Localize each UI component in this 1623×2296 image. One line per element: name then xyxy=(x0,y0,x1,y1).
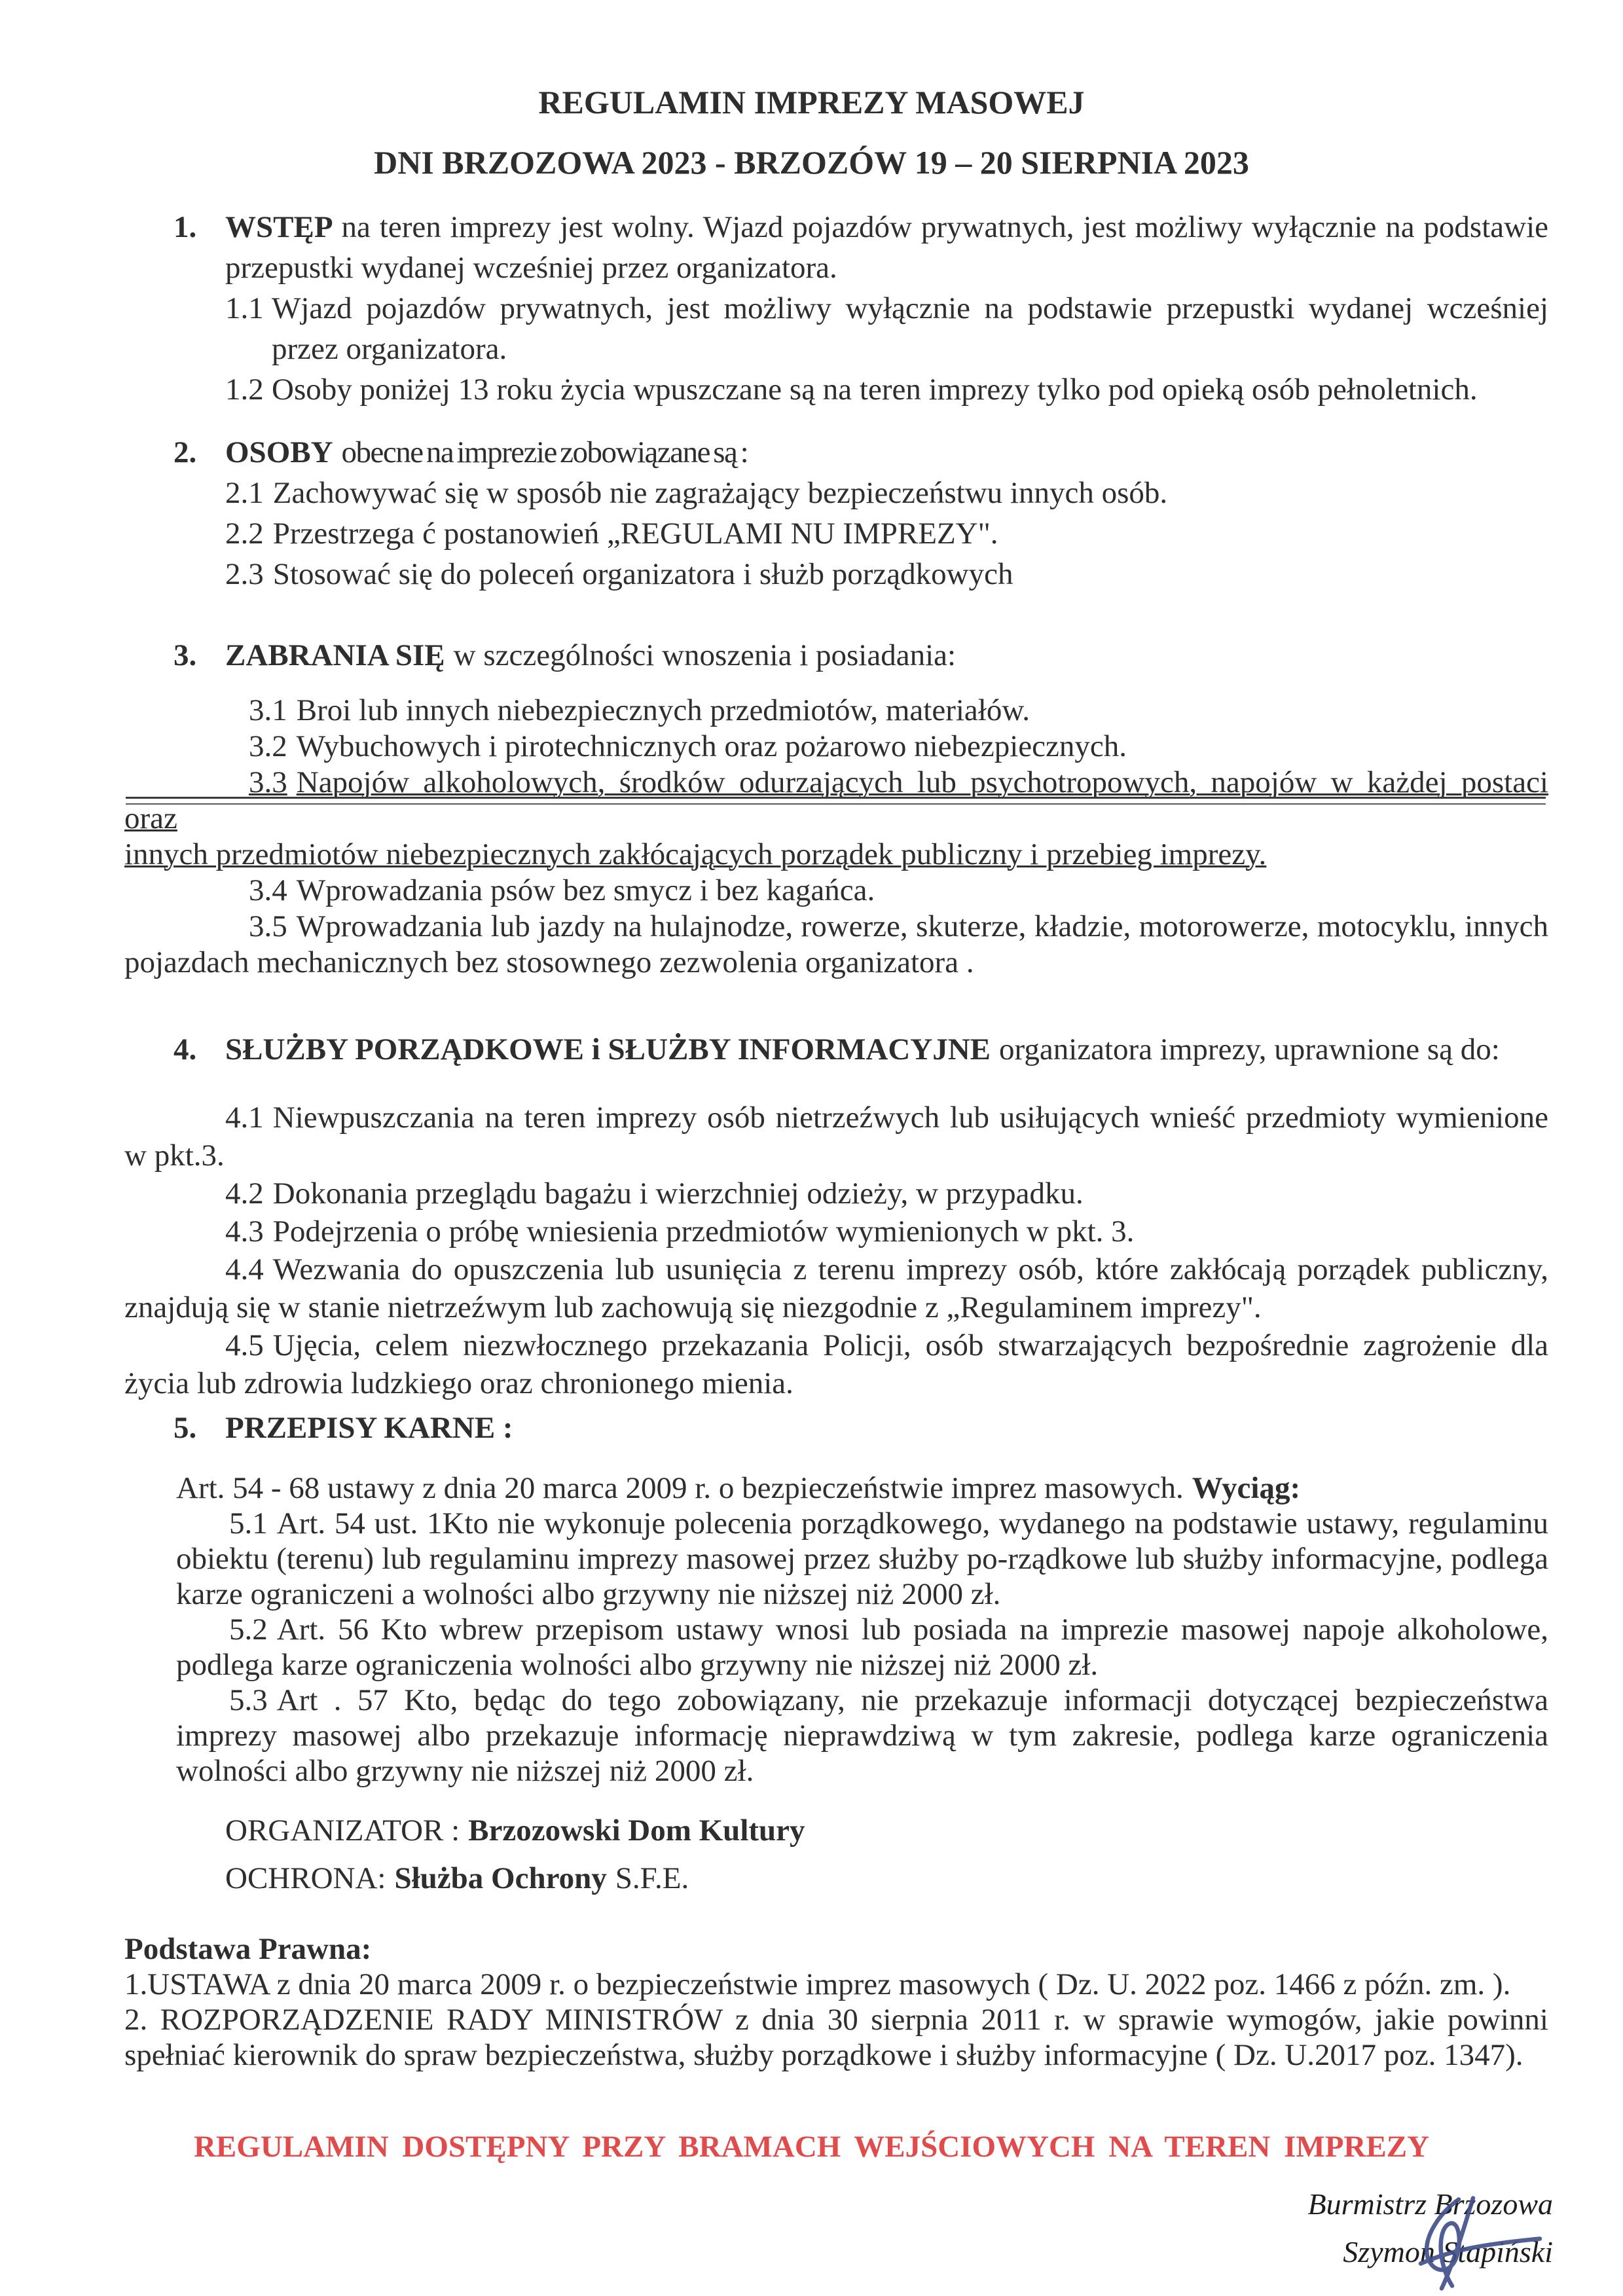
section-3-number: 3. xyxy=(173,638,197,672)
section-3-title: ZABRANIA SIĘ xyxy=(225,638,445,672)
section-3-list xyxy=(124,693,1548,981)
item-2-1-text: Zachowywać się w sposób nie zagrażający bezpieczeństwu innych osób. xyxy=(272,476,1168,510)
item-5-2-number: 5.2 xyxy=(229,1613,268,1647)
item-5-3-text: Art . 57 Kto, będąc do tego zobowiązany, nie przekazuje informacji dotyczącej bezpieczeństwa imprezy masowej albo przekazuje informację nieprawdziwą w tym zakresie, podlega karze ograniczenia wolności albo grzywny nie niższej niż 2000 zł. xyxy=(176,1683,1548,1788)
item-5-3 xyxy=(176,1683,1548,1789)
item-3-3-number: 3.3 xyxy=(249,765,287,799)
section-2 xyxy=(124,432,1548,594)
item-2-2-number: 2.2 xyxy=(225,517,264,551)
item-3-1 xyxy=(124,693,1548,729)
section-2-title: OSOBY xyxy=(225,435,333,469)
doc-subtitle: DNI BRZOZOWA 2023 - BRZOZÓW 19 – 20 SIERPNIA 2023 xyxy=(374,144,1249,181)
signature-name: Szymon Stapiński xyxy=(1343,2235,1553,2269)
item-4-4-text: Wezwania do opuszczenia lub usunięcia z terenu imprezy osób, które zakłócają porządek publiczny, znajdują się w stanie nietrzeźwym lub zachowują się niezgodnie z „Regulaminem imprezy". xyxy=(124,1252,1548,1324)
section-4-intro: organizatora imprezy, uprawnione są do: xyxy=(999,1032,1500,1066)
item-4-2-number: 4.2 xyxy=(225,1176,264,1211)
signature-scribble-icon xyxy=(1375,2195,1545,2291)
section-5-number: 5. xyxy=(173,1411,197,1445)
section-1-number: 1. xyxy=(173,210,197,244)
item-3-5-text: Wprowadzania lub jazdy na hulajnodze, rowerze, skuterze, kładzie, motorowerze, motocyklu, innych pojazdach mechanicznych bez stosownego zezwolenia organizatora . xyxy=(124,909,1548,979)
item-4-5 xyxy=(124,1326,1548,1402)
item-3-2 xyxy=(124,729,1548,765)
item-3-1-text: Broi lub innych niebezpiecznych przedmiotów, materiałów. xyxy=(296,693,1030,727)
item-3-2-number: 3.2 xyxy=(249,729,287,763)
item-5-3-number: 5.3 xyxy=(229,1683,268,1717)
item-4-2 xyxy=(124,1175,1548,1212)
item-3-4-text: Wprowadzania psów bez smycz i bez kagańca. xyxy=(296,873,875,907)
item-3-3-line1 xyxy=(124,765,1548,837)
item-1-1-text: Wjazd pojazdów prywatnych, jest możliwy wyłącznie na podstawie przepustki wydanej wcześniej przez organizatora. xyxy=(272,291,1548,366)
section-1-intro: na teren imprezy jest wolny. Wjazd pojazdów prywatnych, jest możliwy wyłącznie na podstawie przepustki wydanej wcześniej przez organizatora. xyxy=(225,210,1548,285)
organizer-label: ORGANIZATOR : xyxy=(225,1813,460,1848)
signature-title: Burmistrz Brzozowa xyxy=(1307,2187,1553,2221)
item-1-2-text: Osoby poniżej 13 roku życia wpuszczane są na teren imprezy tylko pod opieką osób pełnoletnich. xyxy=(272,373,1478,407)
section-3-heading xyxy=(124,635,1548,676)
item-2-2 xyxy=(124,513,1548,554)
item-3-2-text: Wybuchowych i pirotechnicznych oraz pożarowo niebezpiecznych. xyxy=(296,729,1127,763)
item-4-4-number: 4.4 xyxy=(225,1252,264,1286)
item-2-3 xyxy=(124,554,1548,594)
section-5-body xyxy=(176,1470,1548,1789)
security-value-suffix: S.F.E. xyxy=(615,1861,689,1895)
item-3-4 xyxy=(124,873,1548,909)
item-3-3-line2 xyxy=(124,837,1548,873)
item-3-4-number: 3.4 xyxy=(249,873,287,907)
item-1-2 xyxy=(124,369,1548,410)
item-5-2 xyxy=(176,1612,1548,1683)
item-4-3-number: 4.3 xyxy=(225,1214,264,1248)
section-1-title: WSTĘP xyxy=(225,210,333,244)
section-5-heading xyxy=(124,1408,1548,1448)
item-4-1-number: 4.1 xyxy=(225,1101,264,1135)
legal-line-1: 1.USTAWA z dnia 20 marca 2009 r. o bezpieczeństwie imprez masowych ( Dz. U. 2022 poz. 1466 z późn. zm. ). xyxy=(124,1967,1511,2001)
organizer-line xyxy=(225,1807,1548,1855)
section-4-list xyxy=(124,1099,1548,1402)
section-2-heading xyxy=(124,432,1548,473)
section-2-number: 2. xyxy=(173,435,197,469)
item-3-1-number: 3.1 xyxy=(249,693,287,727)
credits-block xyxy=(225,1807,1548,1903)
item-4-5-text: Ujęcia, celem niezwłocznego przekazania Policji, osób stwarzających bezpośrednie zagrożenie dla życia lub zdrowia ludzkiego oraz chronionego mienia. xyxy=(124,1328,1548,1400)
doc-title: REGULAMIN IMPREZY MASOWEJ xyxy=(538,84,1085,120)
item-4-1-text: Niewpuszczania na teren imprezy osób nietrzeźwych lub usiłujących wnieść przedmioty wymienione w pkt.3. xyxy=(124,1101,1548,1173)
section-5-intro xyxy=(176,1470,1548,1506)
item-3-3-text-line1: Napojów alkoholowych, środków odurzających lub psychotropowych, napojów w każdej postaci oraz xyxy=(124,765,1548,835)
footer-notice: REGULAMIN DOSTĘPNY PRZY BRAMACH WEJŚCIOWYCH NA TEREN IMPREZY xyxy=(193,2130,1430,2164)
section-4-number: 4. xyxy=(173,1032,197,1066)
item-5-2-text: Art. 56 Kto wbrew przepisom ustawy wnosi lub posiada na imprezie masowej napoje alkoholowe, podlega karze ograniczenia wolności albo grzywny nie niższej niż 2000 zł. xyxy=(176,1613,1548,1682)
item-2-3-number: 2.3 xyxy=(225,557,264,591)
item-1-1 xyxy=(124,288,1548,369)
item-2-1 xyxy=(124,473,1548,513)
section-5-intro-bold: Wyciąg: xyxy=(1192,1471,1301,1505)
item-1-1-number: 1.1 xyxy=(225,291,264,325)
section-1 xyxy=(124,207,1548,410)
security-value: Służba Ochrony xyxy=(394,1861,607,1895)
item-2-3-text: Stosować się do poleceń organizatora i służb porządkowych xyxy=(272,557,1013,591)
item-4-4 xyxy=(124,1250,1548,1326)
item-3-3-text-line2: innych przedmiotów niebezpiecznych zakłócających porządek publiczny i przebieg imprezy. xyxy=(124,837,1267,871)
item-4-3 xyxy=(124,1212,1548,1250)
item-5-1-number: 5.1 xyxy=(229,1506,268,1540)
section-5-intro-text: Art. 54 - 68 ustawy z dnia 20 marca 2009 r. o bezpieczeństwie imprez masowych. xyxy=(176,1471,1184,1505)
item-4-2-text: Dokonania przeglądu bagażu i wierzchniej odzieży, w przypadku. xyxy=(272,1176,1084,1211)
item-4-5-number: 4.5 xyxy=(225,1328,264,1362)
item-2-2-text: Przestrzega ć postanowień „REGULAMI NU IMPREZY". xyxy=(272,517,998,551)
legal-basis xyxy=(124,1931,1548,2073)
section-1-heading xyxy=(124,207,1548,288)
legal-line-2: 2. ROZPORZĄDZENIE RADY MINISTRÓW z dnia 30 sierpnia 2011 r. w sprawie wymogów, jakie powinni spełniać kierownik do spraw bezpieczeństwa, służby porządkowe i służby informacyjne ( Dz. U.2017 poz. 1347). xyxy=(124,2003,1548,2072)
item-2-1-number: 2.1 xyxy=(225,476,264,510)
section-4-heading xyxy=(124,1029,1548,1070)
organizer-value: Brzozowski Dom Kultury xyxy=(468,1813,805,1848)
legal-heading: Podstawa Prawna: xyxy=(124,1932,372,1966)
item-3-5 xyxy=(124,909,1548,981)
section-2-intro: obecne na imprezie zobowiązane są : xyxy=(341,435,748,469)
item-1-2-number: 1.2 xyxy=(225,373,264,407)
item-4-1 xyxy=(124,1099,1548,1175)
item-5-1 xyxy=(176,1506,1548,1612)
section-4-title: SŁUŻBY PORZĄDKOWE i SŁUŻBY INFORMACYJNE xyxy=(225,1032,991,1066)
section-5-title: PRZEPISY KARNE : xyxy=(225,1411,513,1445)
item-5-1-text: Art. 54 ust. 1Kto nie wykonuje polecenia porządkowego, wydanego na podstawie ustawy, regulaminu obiektu (terenu) lub regulaminu imprezy masowej przez służby po-rządkowe lub służby informacyjne, podlega karze ograniczeni a wolności albo grzywny nie niższej niż 2000 zł. xyxy=(176,1506,1548,1611)
item-3-5-number: 3.5 xyxy=(249,909,287,943)
security-label: OCHRONA: xyxy=(225,1861,386,1895)
item-4-3-text: Podejrzenia o próbę wniesienia przedmiotów wymienionych w pkt. 3. xyxy=(272,1214,1135,1248)
security-line xyxy=(225,1855,1548,1903)
section-3-intro: w szczególności wnoszenia i posiadania: xyxy=(453,638,957,672)
